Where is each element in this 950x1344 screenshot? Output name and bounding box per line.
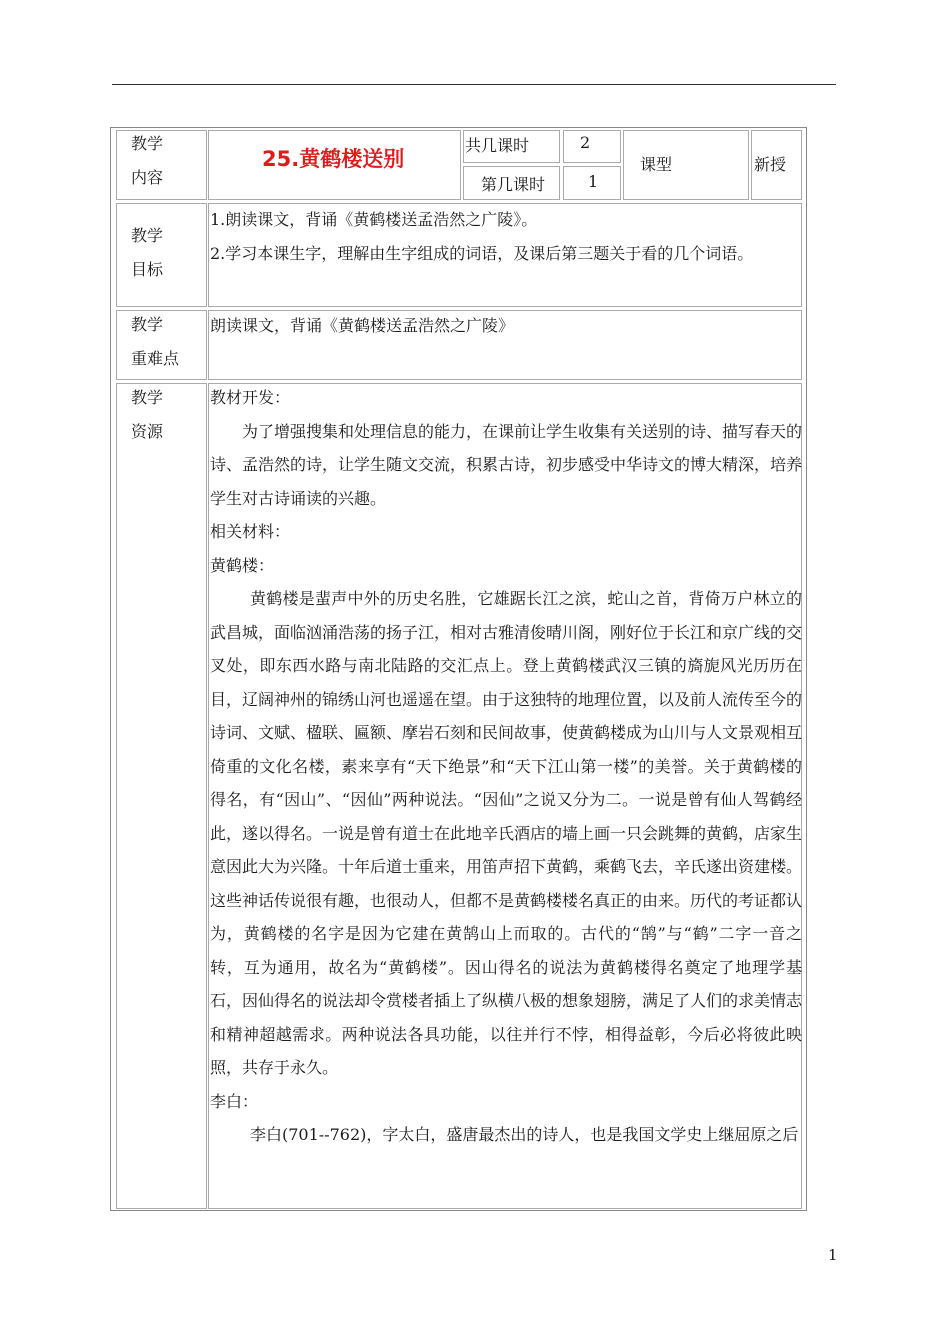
total-lessons-value: 2 (580, 133, 591, 152)
libai-heading: 李白： (210, 1091, 259, 1111)
libai-paragraph: 李白(701--762)，字太白，盛唐最杰出的诗人，也是我国文学史上继屈原之后 (250, 1125, 799, 1144)
resources-content (210, 381, 802, 1152)
materials-heading: 教材开发： (210, 388, 291, 407)
label-content-line1: 教学 (131, 134, 164, 153)
lesson-type-value: 新授 (754, 155, 787, 174)
total-lessons-label: 共几课时 (465, 136, 530, 155)
materials-intro: 为了增强搜集和处理信息的能力，在课前让学生收集有关送别的诗、描写春天的诗、孟浩然的诗，让学生随文交流，积累古诗，初步感受中华诗文的博大精深，培养学生对古诗诵读的兴趣。 (210, 421, 803, 508)
tower-paragraph: 黄鹤楼是蜚声中外的历史名胜，它雄踞长江之滨，蛇山之首，背倚万户林立的武昌城，面临汹涌浩荡的扬子江，相对古雅清俊晴川阁，刚好位于长江和京广线的交叉处，即东西水路与南北陆路的交汇点上。登上黄鹤楼武汉三镇的旖旎风光历历在目，辽阔神州的锦绣山河也遥遥在望。由于这独特的地理位置，以及前人流传至今的诗词、文赋、楹联、匾额、摩岩石刻和民间故事，使黄鹤楼成为山川与人文景观相互倚重的文化名楼，素来享有“天下绝景”和“天下江山第一楼”的美誉。关于黄鹤楼的得名，有“因山”、“因仙”两种说法。“因仙”之说又分为二。一说是曾有仙人驾鹤经此，遂以得名。一说是曾有道士在此地辛氏酒店的墙上画一只会跳舞的黄鹤，店家生意因此大为兴隆。十年后道士重来，用笛声招下黄鹤，乘鹤飞去，辛氏遂出资建楼。这些神话传说很有趣，也很动人，但都不是黄鹤楼楼名真正的由来。历代的考证都认为，黄鹤楼的名字是因为它建在黄鹄山上而取的。古代的“鹄”与“鹤”二字一音之转，互为通用，故名为“黄鹤楼”。因山得名的说法为黄鹤楼得名奠定了地理学基石，因仙得名的说法却令赏楼者插上了纵横八极的想象翅膀，满足了人们的求美情志和精神超越需求。两种说法各具功能，以往并行不悖，相得益彰，今后必将彼此映照，共存于永久。 (210, 589, 803, 1077)
current-lesson-label: 第几课时 (481, 175, 546, 194)
label-cell-resources (116, 383, 207, 1209)
label-keypoints-line2: 重难点 (131, 349, 180, 368)
label-resources-line1: 教学 (131, 388, 164, 407)
label-goals-line1: 教学 (131, 226, 164, 245)
total-value-cell (563, 130, 621, 163)
lesson-type-label: 课型 (640, 155, 673, 174)
current-lesson-value: 1 (588, 172, 599, 191)
label-goals-line2: 目标 (131, 260, 164, 279)
tower-heading: 黄鹤楼： (210, 555, 275, 575)
goals-content (210, 203, 802, 270)
header-rule (112, 84, 836, 85)
goal-item-2: 2.学习本课生字，理解由生字组成的词语，及课后第三题关于看的几个词语。 (210, 243, 754, 263)
label-resources-line2: 资源 (131, 422, 164, 441)
keypoints-text: 朗读课文，背诵《黄鹤楼送孟浩然之广陵》 (210, 316, 515, 335)
page-number: 1 (828, 1246, 838, 1264)
goal-item-1: 1.朗读课文，背诵《黄鹤楼送孟浩然之广陵》。 (210, 210, 538, 229)
keypoints-content (210, 309, 802, 343)
lesson-title: 25.黄鹤楼送别 (262, 147, 405, 171)
related-heading: 相关材料： (210, 522, 291, 541)
label-keypoints-line1: 教学 (131, 315, 164, 334)
label-content-line2: 内容 (131, 168, 164, 187)
